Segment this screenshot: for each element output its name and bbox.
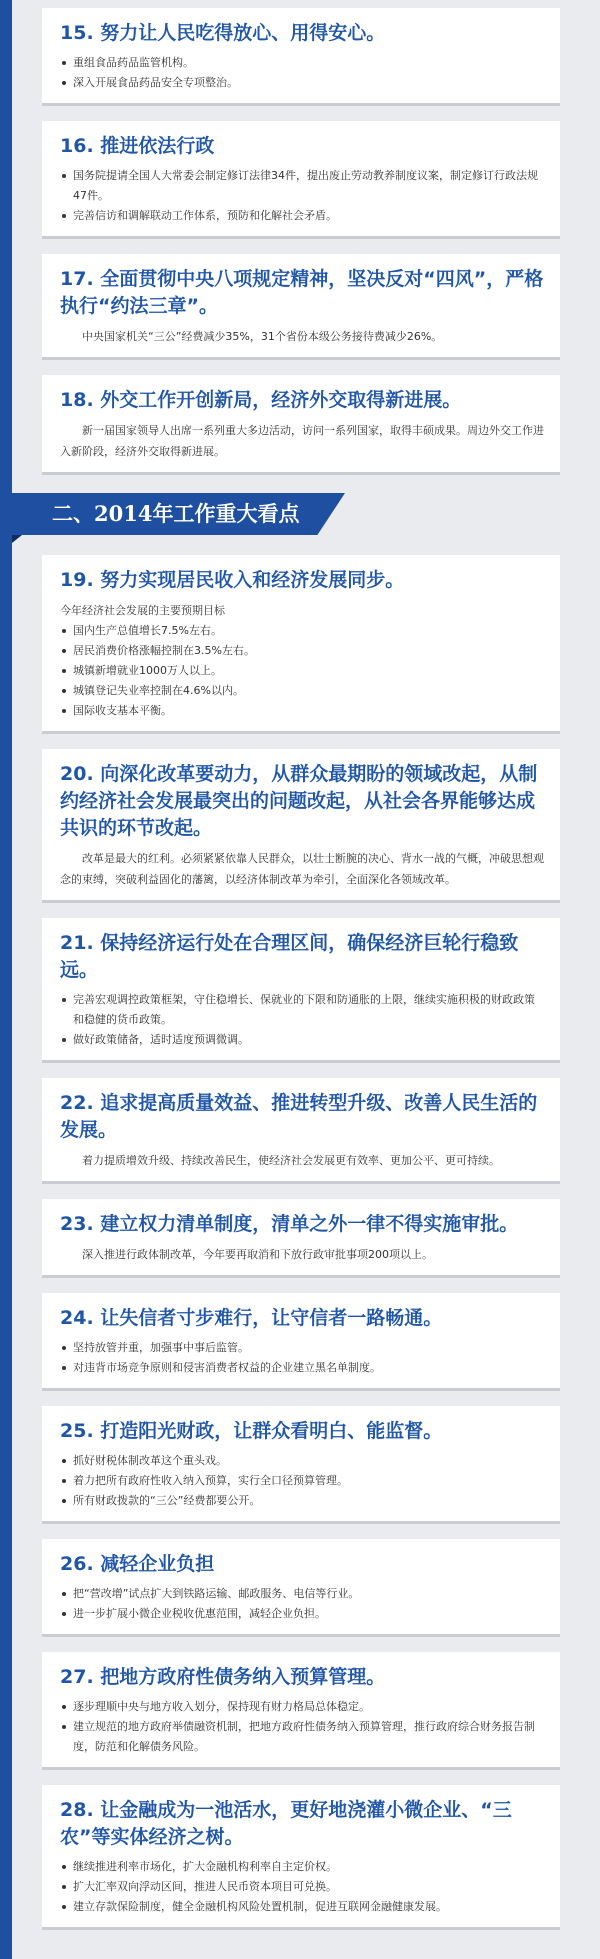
item-bullet-list: [60, 53, 544, 93]
section-banner-fold: [12, 535, 22, 543]
item-card: [42, 555, 560, 734]
item-title: 17. 全面贯彻中央八项规定精神，坚决反对“四风”，严格执行“约法三章”。: [60, 268, 544, 317]
section-banner: [0, 493, 600, 543]
item-bullet-list: [60, 990, 544, 1050]
item-bullet: 做好政策储备，适时适度预调微调。: [60, 1030, 544, 1050]
item-card: [42, 1539, 560, 1637]
highlights-list: [42, 555, 560, 1945]
item-bullet: 坚持放管并重，加强事中事后监管。: [60, 1338, 544, 1358]
item-title: 19. 努力实现居民收入和经济发展同步。: [60, 569, 405, 591]
item-card: [42, 1293, 560, 1391]
item-bullet: 重组食品药品监管机构。: [60, 53, 544, 73]
item-card: [42, 121, 560, 239]
achievements-list: [42, 8, 560, 490]
item-title: 24. 让失信者寸步难行，让守信者一路畅通。: [60, 1307, 443, 1329]
item-bullet: 完善宏观调控政策框架，守住稳增长、保就业的下限和防通胀的上限，继续实施积极的财政政策和稳健的货币政策。: [60, 990, 544, 1030]
item-title: 23. 建立权力清单制度，清单之外一律不得实施审批。: [60, 1213, 519, 1235]
item-card: [42, 1199, 560, 1278]
item-card: [42, 1785, 560, 1930]
item-card: [42, 918, 560, 1063]
item-bullet: 城镇新增就业1000万人以上。: [60, 661, 544, 681]
item-bullet: 把“营改增”试点扩大到铁路运输、邮政服务、电信等行业。: [60, 1584, 544, 1604]
item-bullet: 进一步扩展小微企业税收优惠范围，减轻企业负担。: [60, 1604, 544, 1624]
section-title: 二、2014年工作重大看点: [52, 501, 300, 526]
item-bullet: 扩大汇率双向浮动区间，推进人民币资本项目可兑换。: [60, 1877, 544, 1897]
item-title: 28. 让金融成为一池活水，更好地浇灌小微企业、“三农”等实体经济之树。: [60, 1799, 512, 1848]
item-title: 25. 打造阳光财政，让群众看明白、能监督。: [60, 1420, 443, 1442]
item-bullet: 建立存款保险制度，健全金融机构风险处置机制，促进互联网金融健康发展。: [60, 1897, 544, 1917]
item-bullet: 居民消费价格涨幅控制在3.5%左右。: [60, 641, 544, 661]
item-bullet: 国际收支基本平衡。: [60, 701, 544, 721]
item-bullet: 所有财政拨款的“三公”经费都要公开。: [60, 1491, 544, 1511]
item-card: [42, 1078, 560, 1184]
item-title: 22. 追求提高质量效益、推进转型升级、改善人民生活的发展。: [60, 1092, 538, 1141]
item-card: [42, 254, 560, 360]
item-card: [42, 8, 560, 106]
item-title: 21. 保持经济运行处在合理区间，确保经济巨轮行稳致远。: [60, 932, 519, 981]
item-title: 27. 把地方政府性债务纳入预算管理。: [60, 1666, 386, 1688]
item-bullet-list: [60, 1338, 544, 1378]
item-card: [42, 1652, 560, 1770]
item-bullet-list: [60, 1697, 544, 1757]
item-paragraph: 着力提质增效升级、持续改善民生，使经济社会发展更有效率、更加公平、更可持续。: [82, 1154, 500, 1167]
item-card: [42, 1406, 560, 1524]
item-title: 26. 减轻企业负担: [60, 1553, 215, 1575]
item-paragraph: 深入推进行政体制改革，今年要再取消和下放行政审批事项200项以上。: [82, 1248, 433, 1261]
item-bullet: 逐步理顺中央与地方收入划分，保持现有财力格局总体稳定。: [60, 1697, 544, 1717]
item-title: 20. 向深化改革要动力，从群众最期盼的领域改起，从制约经济社会发展最突出的问题改起，从社会各界能够达成共识的环节改起。: [60, 763, 538, 839]
item-lead: 今年经济社会发展的主要预期目标: [60, 604, 225, 617]
item-bullet: 城镇登记失业率控制在4.6%以内。: [60, 681, 544, 701]
item-bullet: 国内生产总值增长7.5%左右。: [60, 621, 544, 641]
item-bullet: 对违背市场竞争原则和侵害消费者权益的企业建立黑名单制度。: [60, 1358, 544, 1378]
item-title: 15. 努力让人民吃得放心、用得安心。: [60, 22, 386, 44]
left-accent-rail: [0, 0, 12, 1959]
item-paragraph: 中央国家机关“三公”经费减少35%，31个省份本级公务接待费减少26%。: [82, 330, 443, 343]
item-bullet: 国务院提请全国人大常委会制定修订法律34件，提出废止劳动教养制度议案，制定修订行政法规47件。: [60, 166, 544, 206]
item-bullet: 继续推进利率市场化，扩大金融机构利率自主定价权。: [60, 1857, 544, 1877]
item-bullet: 着力把所有政府性收入纳入预算，实行全口径预算管理。: [60, 1471, 544, 1491]
item-card: [42, 375, 560, 475]
item-bullet: 建立规范的地方政府举债融资机制，把地方政府性债务纳入预算管理，推行政府综合财务报告制度，防范和化解债务风险。: [60, 1717, 544, 1757]
item-paragraph: 新一届国家领导人出席一系列重大多边活动，访问一系列国家，取得丰硕成果。周边外交工作进入新阶段，经济外交取得新进展。: [60, 424, 544, 458]
item-card: [42, 749, 560, 903]
item-bullet: 抓好财税体制改革这个重头戏。: [60, 1451, 544, 1471]
item-bullet-list: [60, 1857, 544, 1917]
item-bullet: 完善信访和调解联动工作体系，预防和化解社会矛盾。: [60, 206, 544, 226]
item-bullet-list: [60, 166, 544, 226]
item-title: 16. 推进依法行政: [60, 135, 215, 157]
item-bullet-list: [60, 621, 544, 721]
item-bullet-list: [60, 1584, 544, 1624]
item-bullet-list: [60, 1451, 544, 1511]
item-bullet: 深入开展食品药品安全专项整治。: [60, 73, 544, 93]
item-paragraph: 改革是最大的红利。必须紧紧依靠人民群众，以壮士断腕的决心、背水一战的气概，冲破思想观念的束缚，突破利益固化的藩篱，以经济体制改革为牵引，全面深化各领域改革。: [60, 852, 544, 886]
item-title: 18. 外交工作开创新局，经济外交取得新进展。: [60, 389, 462, 411]
